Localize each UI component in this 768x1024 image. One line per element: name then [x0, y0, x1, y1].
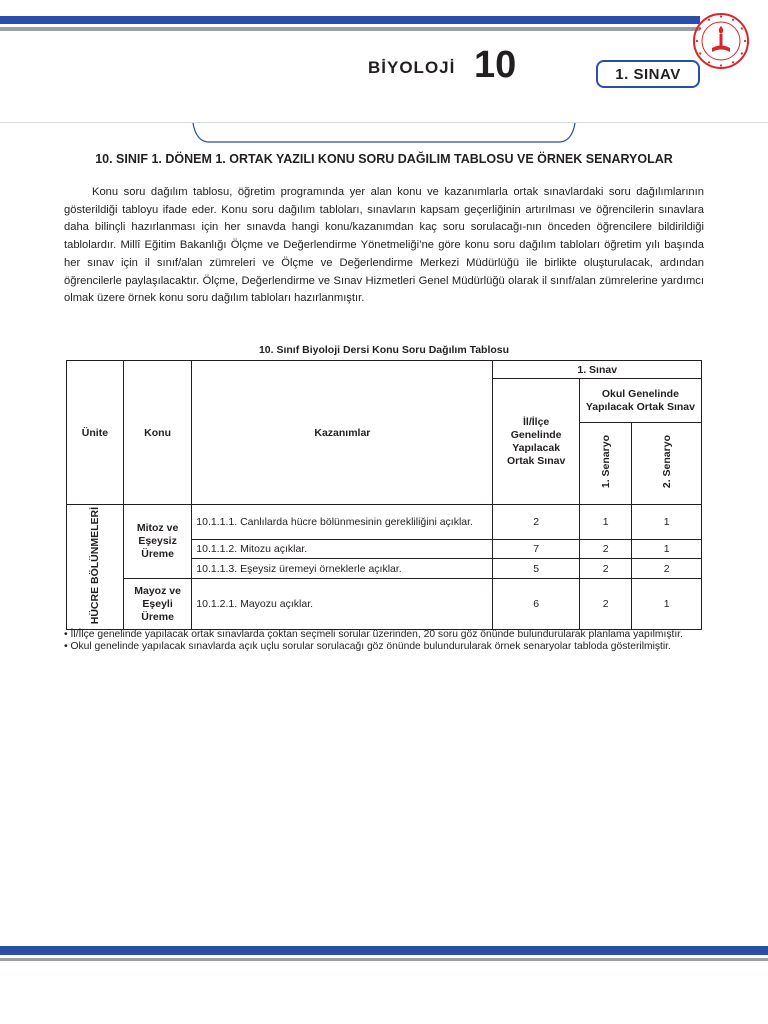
- header-exam: 1. Sınav: [493, 361, 702, 379]
- header-school: Okul Genelinde Yapılacak Ortak Sınav: [579, 379, 701, 423]
- exam-label-box: [596, 60, 700, 88]
- exam-label: 1. SINAV: [615, 65, 681, 83]
- scenario1-count-cell: 2: [579, 579, 632, 630]
- distribution-table: [66, 360, 702, 630]
- goal-cell: 10.1.2.1. Mayozu açıklar.: [192, 579, 493, 630]
- header-scenario-2: 2. Senaryo: [632, 423, 702, 505]
- topic-cell: Mayoz ve Eşeyli Üreme: [123, 579, 191, 630]
- table-title: 10. Sınıf Biyoloji Dersi Konu Soru Dağılım Tablosu: [258, 344, 510, 356]
- scenario2-count-cell: 2: [632, 559, 702, 579]
- il-count-cell: 5: [493, 559, 579, 579]
- scenario2-count-cell: 1: [632, 539, 702, 559]
- scenario1-count-cell: 1: [579, 505, 632, 540]
- goal-cell: 10.1.1.3. Eşeysiz üremeyi örneklerle açıklar.: [192, 559, 493, 579]
- top-stripe-blue: [0, 16, 700, 24]
- scenario1-count-cell: 2: [579, 539, 632, 559]
- unit-cell: HÜCRE BÖLÜNMELERİ: [67, 505, 124, 630]
- scenario2-count-cell: 1: [632, 579, 702, 630]
- il-count-cell: 6: [493, 579, 579, 630]
- bottom-stripe-gray: [0, 958, 768, 961]
- subject-title: BİYOLOJİ: [368, 58, 456, 77]
- table-row: [67, 579, 702, 630]
- il-count-cell: 7: [493, 539, 579, 559]
- top-stripe-gray: [0, 27, 700, 31]
- table-header-row: [67, 361, 702, 379]
- bottom-stripes: [0, 946, 768, 961]
- intro-paragraph: Konu soru dağılım tablosu, öğretim programında yer alan konu ve kazanımlarla ortak sınavlardaki soru dağılımlarının gösterildiği tabloyu ifade eder. Konu soru dağılım tabloları, sınavların kapsam geçerliğinin artırılması ve öğrencilerin sınavlara daha bilinçli hazırlanması için her sınavda hangi konu/kazanımdan kaç soru sorulacağı-nın önceden öğrencilere bildirildiği tablolardır. Millî Eğitim Bakanlığı Ölçme ve Değerlendirme Yönetmeliği’ne göre konu soru dağılım tabloları öğretim yılı başında her sınav için il sınıf/alan zümreleri ve Ölçme ve Değerlendirme Merkezi Müdürlüğü ile birlikte oluşturulacak, ardından öğrencilerle paylaşılacaktır. Ölçme, Değerlendirme ve Sınav Hizmetleri Genel Müdürlüğü olarak il sınıf/alan zümrelerine yardımcı olmak üzere örnek konu soru dağılım tabloları hazırlanmıştır.: [64, 186, 704, 305]
- note-item: • İl/İlçe genelinde yapılacak ortak sınavlarda çoktan seçmeli sorular üzerinden, 20 soru göz önünde bulundurularak planlama yapılmıştır.: [64, 629, 683, 640]
- table-row: [67, 505, 702, 540]
- header-il-ilce: İl/İlçe Genelinde Yapılacak Ortak Sınav: [493, 379, 579, 505]
- bottom-stripe-blue: [0, 946, 768, 955]
- topic-cell: Mitoz ve Eşeysiz Üreme: [123, 505, 191, 579]
- table-notes: [64, 629, 704, 653]
- scenario2-count-cell: 1: [632, 505, 702, 540]
- goal-cell: 10.1.1.2. Mitozu açıklar.: [192, 539, 493, 559]
- scenario1-count-cell: 2: [579, 559, 632, 579]
- meb-seal-icon: [692, 12, 750, 70]
- note-item: • Okul genelinde yapılacak sınavlarda açık uçlu sorular sorulacağı göz önünde bulundurularak örnek senaryolar tabloda gösterilmiştir.: [64, 641, 671, 652]
- header-tab-decoration: [192, 123, 576, 145]
- header-goals: Kazanımlar: [192, 361, 493, 505]
- il-count-cell: 2: [493, 505, 579, 540]
- header-topic: Konu: [123, 361, 191, 505]
- document-title: 10. SINIF 1. DÖNEM 1. ORTAK YAZILI KONU SORU DAĞILIM TABLOSU VE ÖRNEK SENARYOLAR: [95, 152, 673, 166]
- grade-number: 10: [474, 44, 517, 86]
- header-unit: Ünite: [67, 361, 124, 505]
- top-stripes: [0, 16, 700, 31]
- header-scenario-1: 1. Senaryo: [579, 423, 632, 505]
- goal-cell: 10.1.1.1. Canlılarda hücre bölünmesinin gerekliliğini açıklar.: [192, 505, 493, 540]
